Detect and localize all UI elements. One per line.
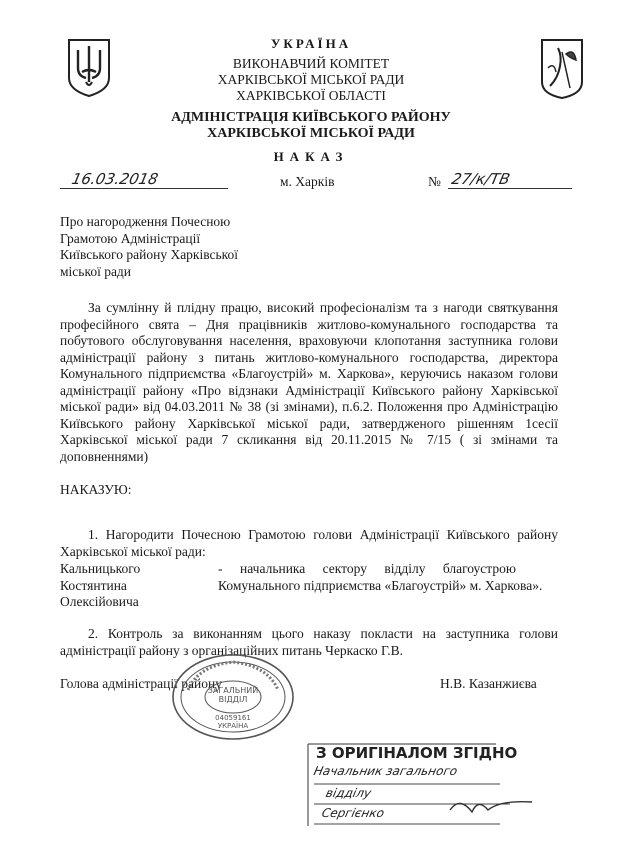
number-value: 27/к/ТВ <box>450 170 512 188</box>
number-prefix: № <box>428 174 441 189</box>
preamble: За сумлінну й плідну працю, високий професіоналізм та з нагоди святкування професійного свята – Дня працівників житлово-комунального господарства та побутового обслуговування населення, враховуючи клопотання заступника голови адміністрації району з питань житлово-комунального господарства, директора Комунального підприємства «Благоустрій» м. Харкова», керуючись наказом голови адміністрації району «Про відзнаки Адміністрації Київського району Харківської міської ради» від 04.03.2011 № 38 (зі змінами), п.6.2. Положення про Адміністрацію Київського району Харківської міської ради, затвердженого рішенням 1сесії Харківської міської ради 7 скликання від 20.11.2015 № 7/15 ( зі змінами та доповненнями) <box>60 300 558 464</box>
header-country: УКРАЇНА <box>270 36 352 51</box>
date-value: 16.03.2018 <box>70 170 160 188</box>
seal-center-line1: ЗАГАЛЬНИЙ <box>207 686 259 695</box>
awardee-position-line1: начальника сектору відділу благоустрою <box>240 561 516 576</box>
date-line <box>60 172 228 189</box>
subject-line: Про нагородження Почесною <box>60 214 231 229</box>
awardee-name-line: Кальницького <box>60 561 141 576</box>
certification-stamp <box>300 740 550 830</box>
seal-code: 04059161 <box>215 714 251 722</box>
header-admin-line1: АДМІНІСТРАЦІЯ КИЇВСЬКОГО РАЙОНУ <box>171 110 451 125</box>
stamp-handwritten-line: відділу <box>324 786 373 800</box>
place: м. Харків <box>280 174 335 189</box>
subject-block <box>60 214 280 280</box>
awardee-position-line2: Комунального підприємства «Благоустрій» м. Харкова». <box>218 578 543 593</box>
signature-name: Н.В. Казанжиєва <box>440 676 537 691</box>
stamp-title: З ОРИГІНАЛОМ ЗГІДНО <box>316 744 518 762</box>
document-type: НАКАЗ <box>273 149 349 164</box>
stamp-handwritten-line: Начальник загального <box>312 764 459 778</box>
header-region: ХАРКІВСЬКОЇ ОБЛАСТІ <box>236 88 386 103</box>
stamp-handwritten-line: Сергієнко <box>320 806 386 820</box>
subject-line: міської ради <box>60 263 132 279</box>
header-committee: ВИКОНАВЧИЙ КОМІТЕТ <box>232 56 390 71</box>
subject-line: Київського району Харківської <box>60 247 239 262</box>
header-admin-line2: ХАРКІВСЬКОЇ МІСЬКОЇ РАДИ <box>207 126 415 141</box>
seal-center-line2: ВІДДІЛ <box>218 695 248 704</box>
awardee-dash: - <box>218 561 223 576</box>
signature-role: Голова адміністрації району <box>60 676 222 691</box>
awardee-name <box>60 561 200 611</box>
subject-line: Грамотою Адміністрації <box>60 230 201 246</box>
official-seal <box>168 652 298 742</box>
item-1: 1. Нагородити Почесною Грамотою голови Адміністрації Київського району Харківської міської ради: <box>60 527 558 559</box>
number-line <box>448 172 572 189</box>
seal-bottom: УКРАЇНА <box>217 722 249 730</box>
awardee-name-line: Олексійовича <box>60 594 139 609</box>
header-city-council: ХАРКІВСЬКОЇ МІСЬКОЇ РАДИ <box>217 72 405 87</box>
item-2: 2. Контроль за виконанням цього наказу покласти на заступника голови адміністрації району з організаційних питань Черкаско Г.В. <box>60 626 558 658</box>
awardee-name-line: Костянтина <box>60 577 127 593</box>
order-word: НАКАЗУЮ: <box>60 482 132 497</box>
